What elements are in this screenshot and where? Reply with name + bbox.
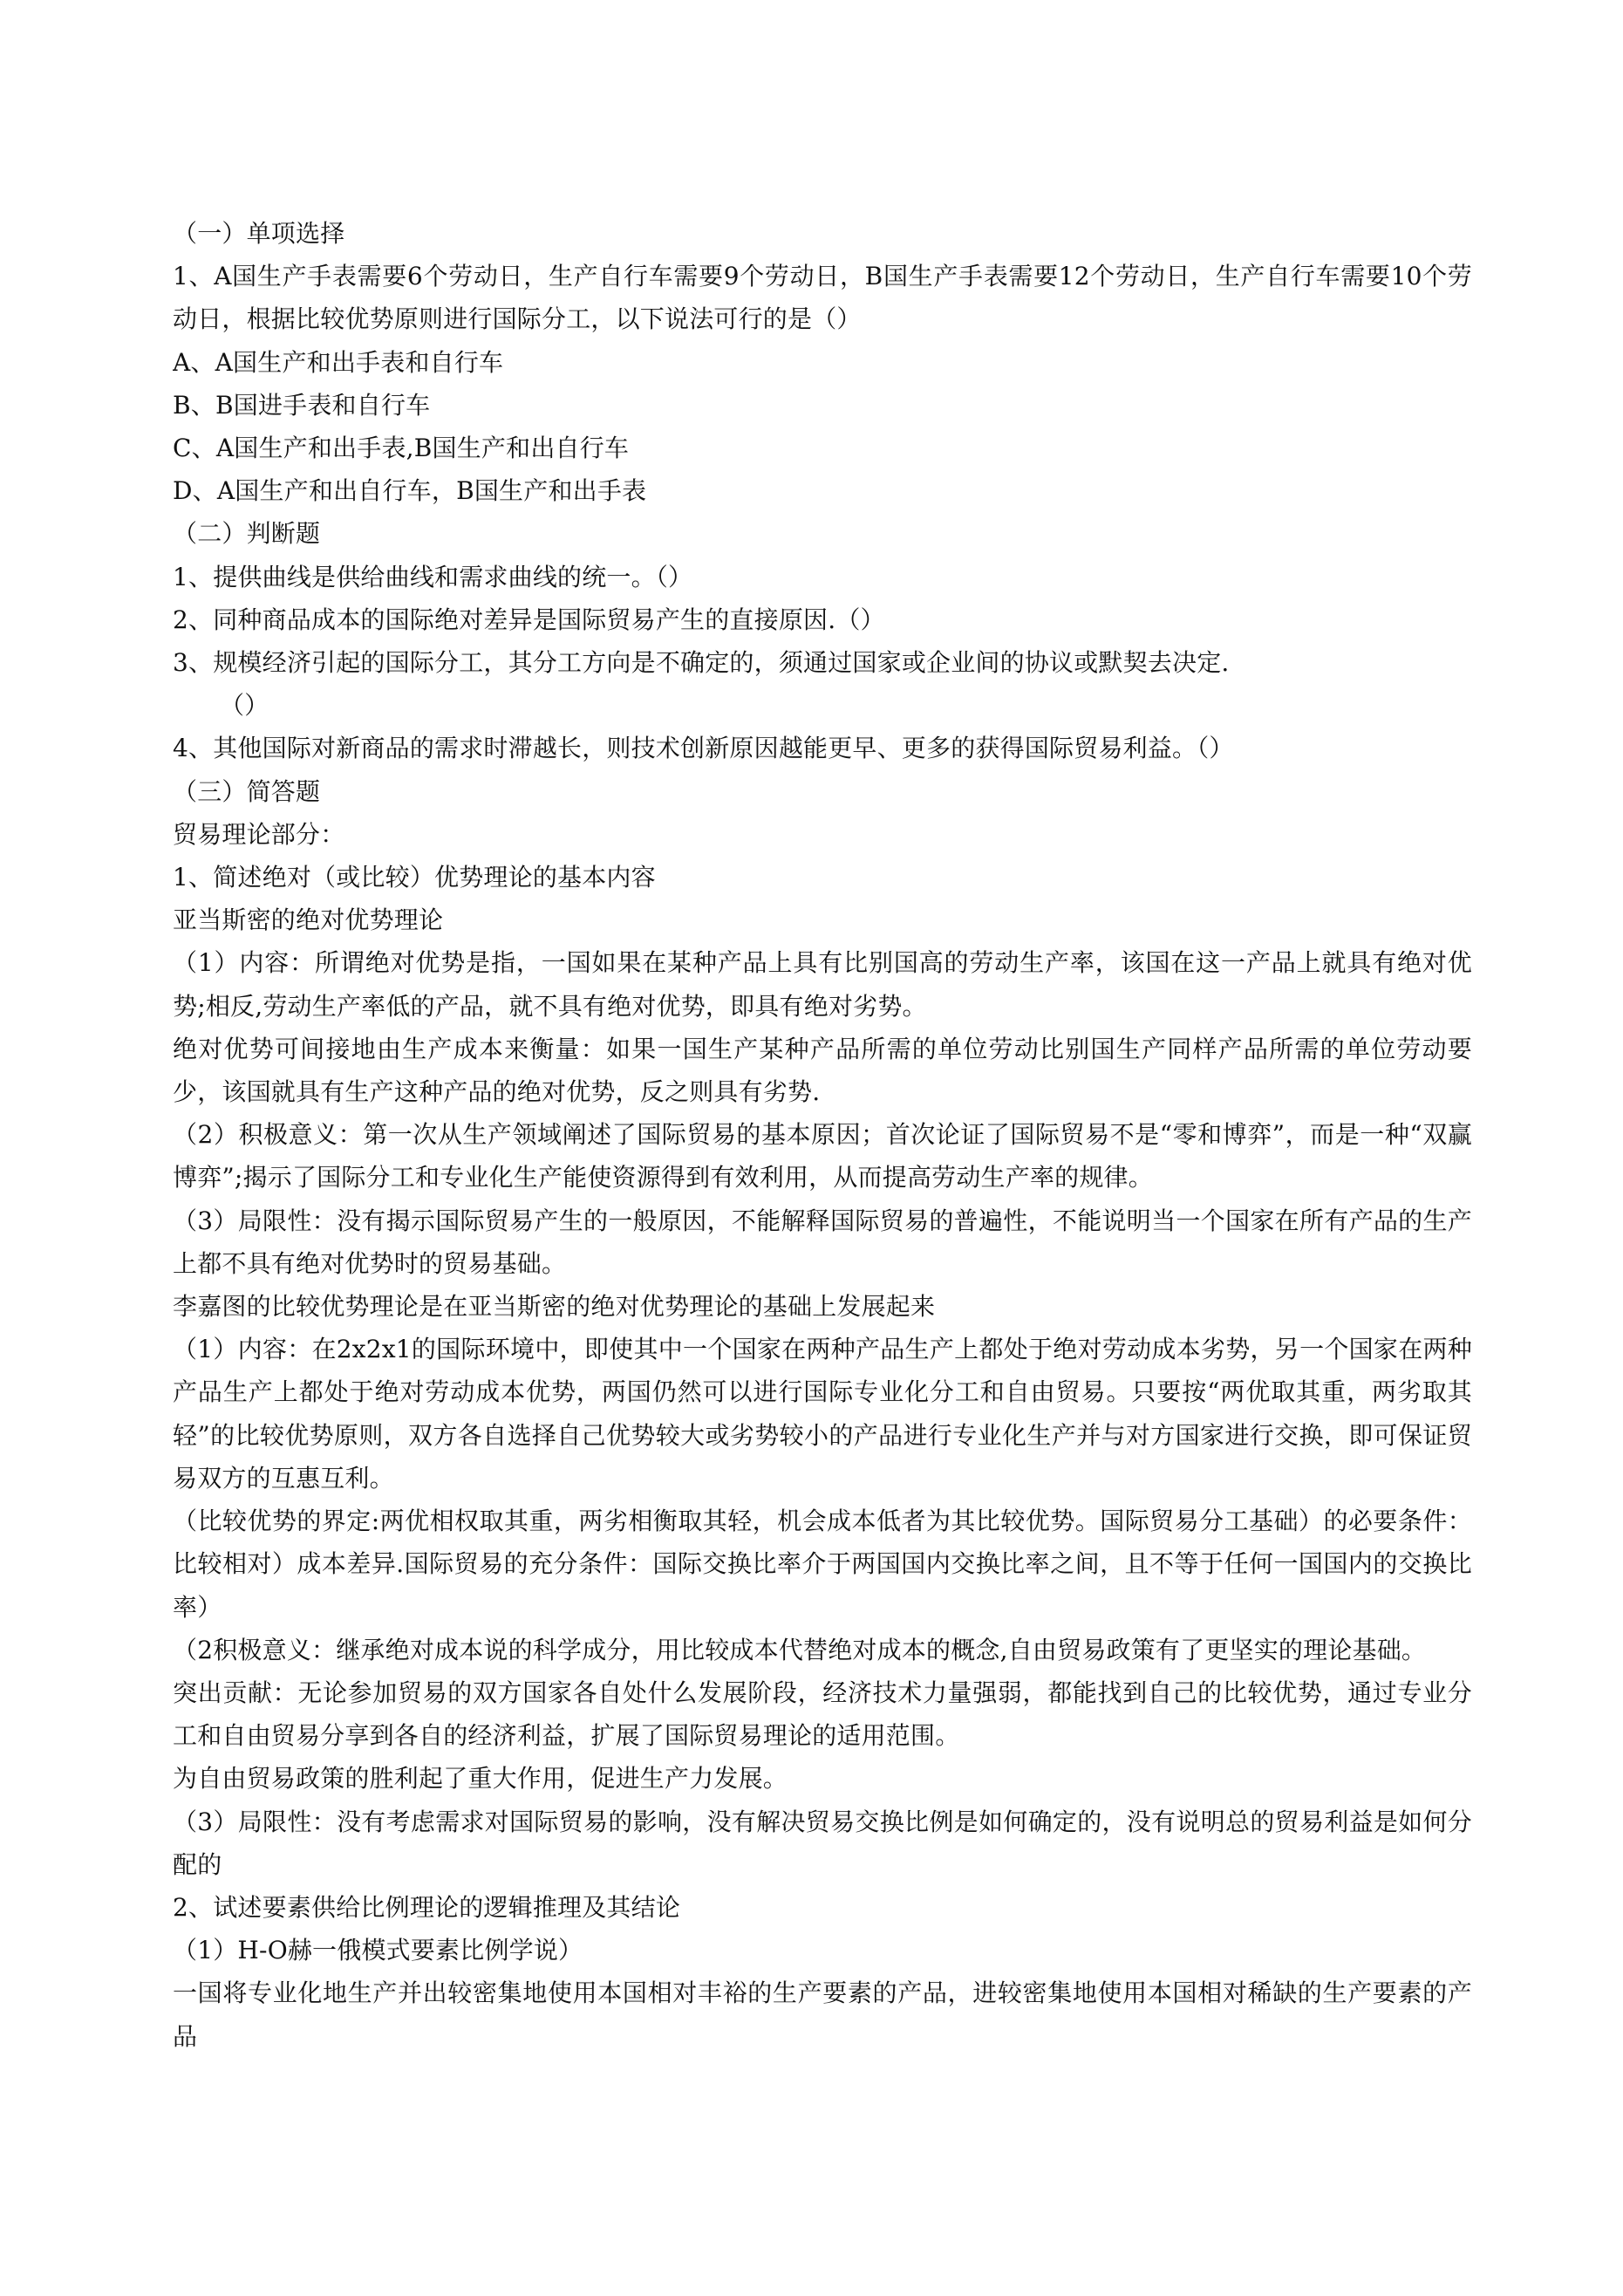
smith-limitation: （3）局限性：没有揭示国际贸易产生的一般原因，不能解释国际贸易的普遍性，不能说明当一个国家在所有产品的生产上都不具有绝对优势时的贸易基础。 — [173, 1206, 1472, 1278]
smith-significance: （2）积极意义：第一次从生产领域阐述了国际贸易的基本原因；首次论证了国际贸易不是“零和博弈”，而是一种“双赢博弈”;揭示了国际分工和专业化生产能使资源得到有效利用，从而提高劳动生产率的规律。 — [173, 1120, 1472, 1192]
option-b: B、B国进手表和自行车 — [173, 390, 431, 420]
ricardo-theory-title: 李嘉图的比较优势理论是在亚当斯密的绝对优势理论的基础上发展起来 — [173, 1292, 936, 1322]
tf-question-2: 2、同种商品成本的国际绝对差异是国际贸易产生的直接原因.（） — [173, 605, 885, 634]
tf-question-1: 1、提供曲线是供给曲线和需求曲线的统一。（） — [173, 562, 693, 591]
short-answer-1: 1、简述绝对（或比较）优势理论的基本内容 — [173, 863, 656, 892]
section-heading-single-choice: （一）单项选择 — [173, 219, 345, 248]
ricardo-definition: （比较优势的界定:两优相权取其重，两劣相衡取其轻，机会成本低者为其比较优势。国际贸易分工基础）的必要条件：比较相对）成本差异.国际贸易的充分条件：国际交换比率介于两国国内交换比率之间，且不等于任何一国国内的交换比率） — [173, 1507, 1472, 1622]
ricardo-effect: 为自由贸易政策的胜利起了重大作用，促进生产力发展。 — [173, 1764, 788, 1794]
ho-model-content: 一国将专业化地生产并出较密集地使用本国相对丰裕的生产要素的产品，进较密集地使用本国相对稀缺的生产要素的产品 — [173, 1978, 1472, 2051]
tf-question-4: 4、其他国际对新商品的需求时滞越长，则技术创新原因越能更早、更多的获得国际贸易利益。（） — [173, 734, 1234, 763]
ho-model-title: （1）H-O赫一俄模式要素比例学说） — [173, 1936, 583, 1965]
smith-content: （1）内容：所谓绝对优势是指，一国如果在某种产品上具有比别国高的劳动生产率，该国在这一产品上就具有绝对优势;相反,劳动生产率低的产品，就不具有绝对优势，即具有绝对劣势。 — [173, 948, 1472, 1021]
tf-question-3-answer-paren: （） — [220, 691, 269, 721]
ricardo-contribution: 突出贡献：无论参加贸易的双方国家各自处什么发展阶段，经济技术力量强弱，都能找到自己的比较优势，通过专业分工和自由贸易分享到各自的经济利益，扩展了国际贸易理论的适用范围。 — [173, 1678, 1472, 1751]
section-heading-true-false: （二）判断题 — [173, 519, 321, 549]
ricardo-content: （1）内容：在2x2x1的国际环境中，即使其中一个国家在两种产品生产上都处于绝对劳动成本劣势，另一个国家在两种产品生产上都处于绝对劳动成本优势，两国仍然可以进行国际专业化分工和自由贸易。只要按“两优取其重，两劣取其轻”的比较优势原则，双方各自选择自己优势较大或劣势较小的产品进行专业化生产并与对方国家进行交换，即可保证贸易双方的互惠互利。 — [173, 1335, 1472, 1493]
part-heading-trade-theory: 贸易理论部分： — [173, 819, 345, 849]
short-answer-2: 2、试述要素供给比例理论的逻辑推理及其结论 — [173, 1892, 681, 1922]
option-c: C、A国生产和出手表,B国生产和出自行车 — [173, 434, 630, 463]
smith-measure: 绝对优势可间接地由生产成本来衡量：如果一国生产某种产品所需的单位劳动比别国生产同样产品所需的单位劳动要少，该国就具有生产这种产品的绝对优势，反之则具有劣势. — [173, 1034, 1472, 1107]
question-1: 1、A国生产手表需要6个劳动日，生产自行车需要9个劳动日，B国生产手表需要12个劳动日，生产自行车需要10个劳动日，根据比较优势原则进行国际分工，以下说法可行的是（） — [173, 262, 1472, 334]
option-a: A、A国生产和出手表和自行车 — [173, 347, 504, 377]
ricardo-significance: （2积极意义：继承绝对成本说的科学成分，用比较成本代替绝对成本的概念,自由贸易政策有了更坚实的理论基础。 — [173, 1635, 1427, 1664]
tf-question-3: 3、规模经济引起的国际分工，其分工方向是不确定的，须通过国家或企业间的协议或默契去决定. — [173, 648, 1230, 678]
smith-theory-title: 亚当斯密的绝对优势理论 — [173, 905, 444, 935]
option-d: D、A国生产和出自行车，B国生产和出手表 — [173, 476, 647, 506]
ricardo-limitation: （3）局限性：没有考虑需求对国际贸易的影响，没有解决贸易交换比例是如何确定的，没有说明总的贸易利益是如何分配的 — [173, 1807, 1472, 1879]
section-heading-short-answer: （三）简答题 — [173, 776, 321, 806]
document-body — [173, 212, 1472, 2058]
